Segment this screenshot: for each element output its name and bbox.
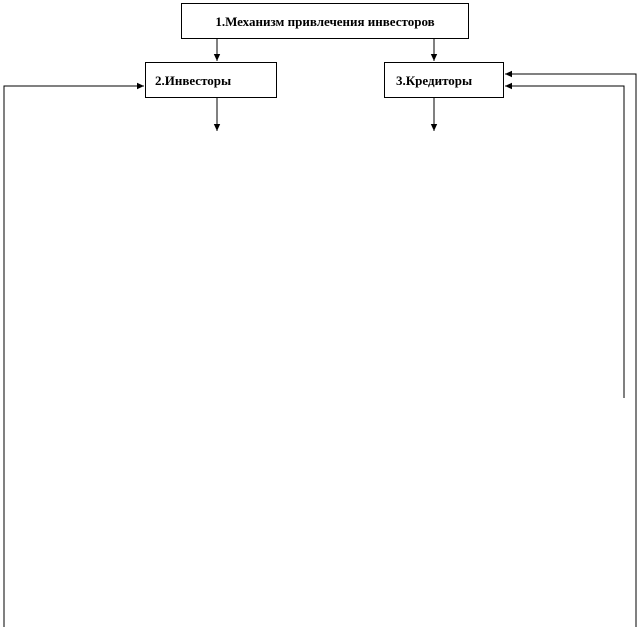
node-label: 2.Инвесторы	[155, 72, 232, 88]
node-investor-attraction-mechanism	[181, 3, 469, 39]
feedback-line-creditors-inner	[505, 86, 624, 398]
feedback-line-investors	[4, 86, 144, 627]
node-label: 1.Механизм привлечения инвесторов	[215, 13, 435, 29]
node-creditors	[384, 62, 504, 98]
node-investors	[145, 62, 277, 98]
node-label: 3.Кредиторы	[396, 72, 473, 88]
feedback-line-creditors-outer	[505, 74, 636, 627]
